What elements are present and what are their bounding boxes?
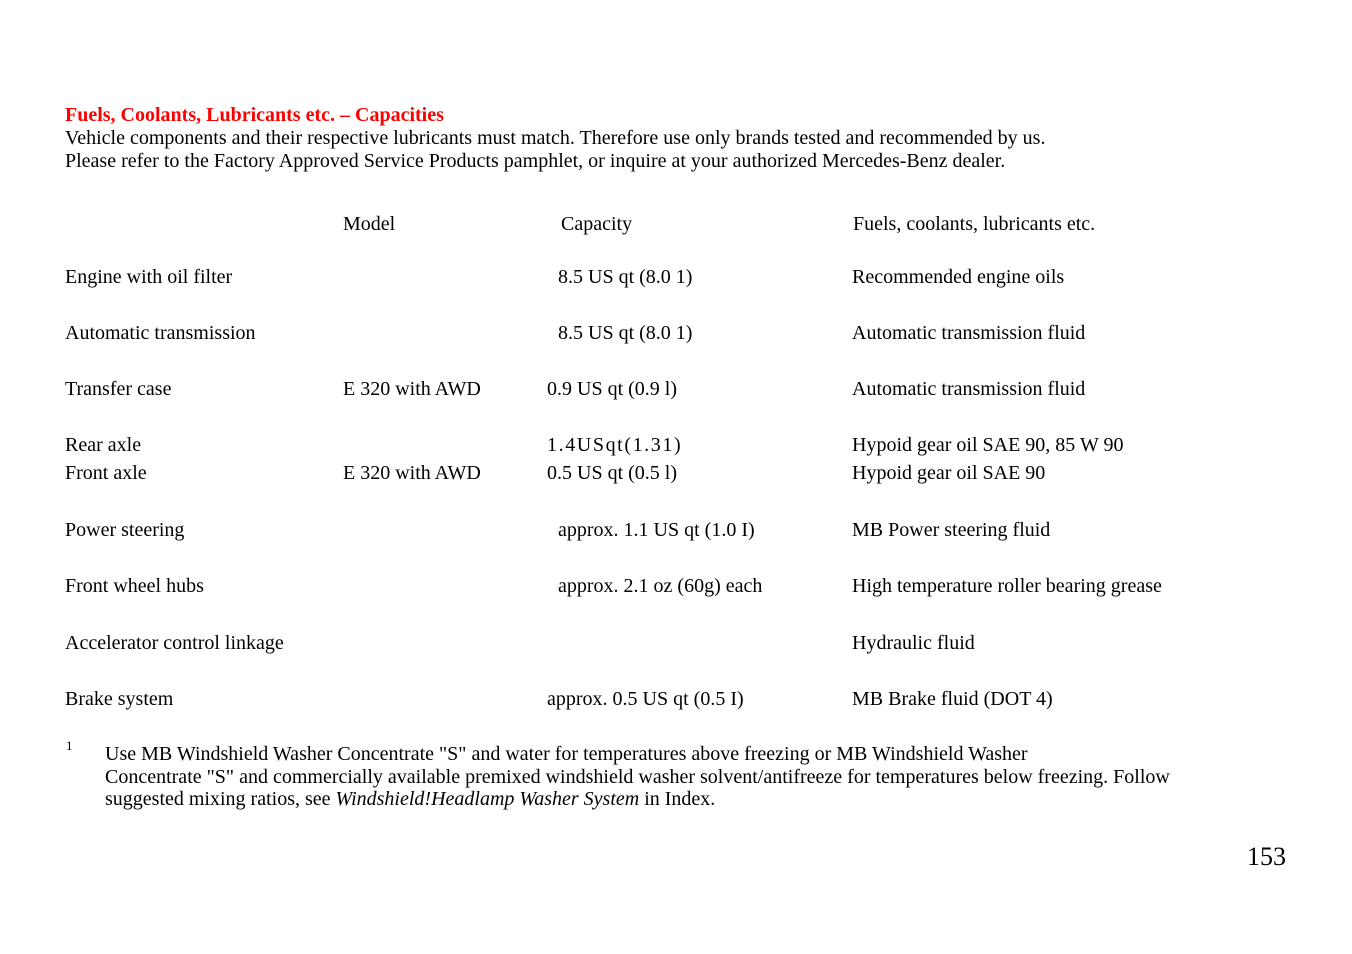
row-fluid: MB Brake fluid (DOT 4): [852, 688, 1053, 710]
footnote-text-segment: in Index.: [639, 788, 716, 810]
row-component: Power steering: [65, 519, 185, 541]
row-component: Front axle: [65, 462, 147, 484]
row-component: Front wheel hubs: [65, 575, 204, 597]
index-reference: Windshield!Headlamp Washer System: [335, 788, 640, 810]
row-capacity: 8.5 US qt (8.0 1): [558, 322, 693, 344]
intro-line: Vehicle components and their respective lubricants must match. Therefore use only brands tested and recommended by us.: [65, 127, 1046, 149]
intro-paragraph: [65, 127, 1045, 173]
footnote-line: Use MB Windshield Washer Concentrate "S" and water for temperatures above freezing or MB Windshield Washer: [105, 743, 1028, 765]
row-fluid: Automatic transmission fluid: [852, 378, 1086, 400]
row-capacity: approx. 1.1 US qt (1.0 I): [558, 519, 755, 541]
section-title: Fuels, Coolants, Lubricants etc. – Capacities: [65, 104, 444, 126]
row-fluid: Recommended engine oils: [852, 266, 1065, 288]
row-capacity: approx. 0.5 US qt (0.5 I): [547, 688, 744, 710]
row-capacity: 0.5 US qt (0.5 l): [547, 462, 677, 484]
row-fluid: Hypoid gear oil SAE 90, 85 W 90: [852, 434, 1124, 456]
row-component: Automatic transmission: [65, 322, 256, 344]
row-capacity: 0.9 US qt (0.9 l): [547, 378, 677, 400]
row-fluid: Automatic transmission fluid: [852, 322, 1086, 344]
row-fluid: MB Power steering fluid: [852, 519, 1051, 541]
header-capacity: Capacity: [561, 213, 633, 235]
row-model: E 320 with AWD: [343, 378, 481, 400]
row-component: Transfer case: [65, 378, 172, 400]
row-component: Engine with oil filter: [65, 266, 233, 288]
footnote-text-segment: suggested mixing ratios, see: [105, 788, 336, 810]
row-component: Rear axle: [65, 434, 142, 456]
row-model: E 320 with AWD: [343, 462, 481, 484]
footnote-line: Concentrate "S" and commercially available premixed windshield washer solvent/antifreeze for temperatures below freezing. Follow: [105, 765, 1170, 788]
intro-line: Please refer to the Factory Approved Service Products pamphlet, or inquire at your authorized Mercedes-Benz dealer.: [65, 150, 1006, 172]
row-fluid: Hypoid gear oil SAE 90: [852, 462, 1046, 484]
row-capacity: 8.5 US qt (8.0 1): [558, 266, 693, 288]
row-component: Accelerator control linkage: [65, 632, 284, 654]
footnote-marker: 1: [66, 738, 73, 753]
row-component: Brake system: [65, 688, 174, 710]
footnote-text: [105, 743, 1170, 811]
header-fluids: Fuels, coolants, lubricants etc.: [853, 213, 1096, 235]
row-capacity: 1.4USqt(1.31): [547, 434, 683, 456]
page-number: 153: [1247, 842, 1286, 871]
footnote-line: [105, 788, 1170, 811]
row-fluid: Hydraulic fluid: [852, 632, 975, 654]
row-fluid: High temperature roller bearing grease: [852, 575, 1162, 597]
row-capacity: approx. 2.1 oz (60g) each: [558, 575, 763, 597]
header-model: Model: [343, 213, 396, 235]
